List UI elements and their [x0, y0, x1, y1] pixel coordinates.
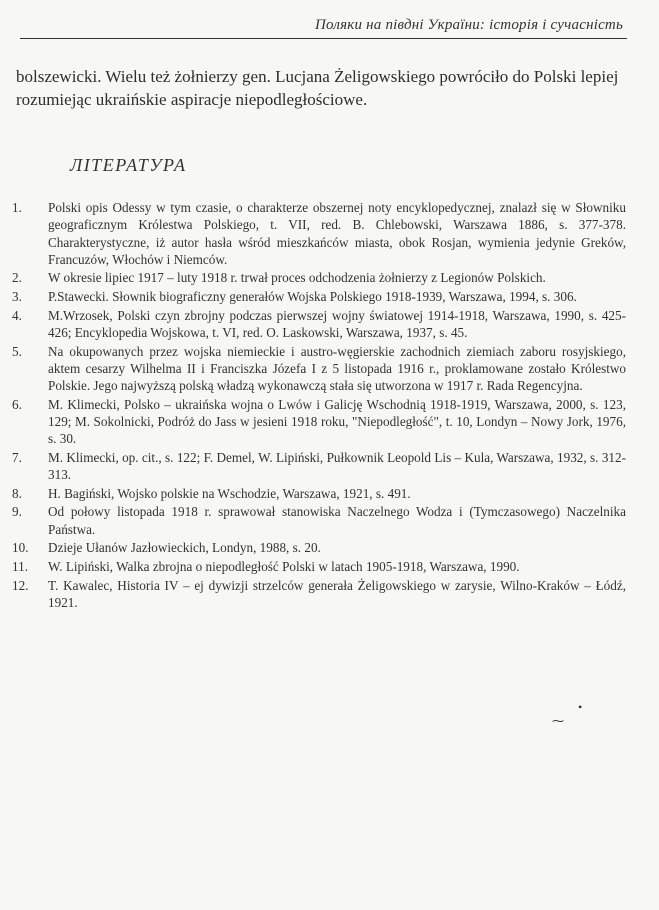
reference-item [12, 503, 626, 538]
reference-text: W. Lipiński, Walka zbrojna o niepodległość Polski w latach 1905-1918, Warszawa, 1990. [48, 558, 520, 574]
reference-text: M. Klimecki, op. cit., s. 122; F. Demel, W. Lipiński, Pułkownik Leopold Lis – Kula, Warszawa, 1932, s. 312-313. [48, 449, 626, 483]
reference-text: M. Klimecki, Polsko – ukraińska wojna o Lwów i Galicję Wschodnią 1918-1919, Warszawa, 2000, s. 123, 129; M. Sokolnicki, Podróż do Jass w jesieni 1918 roku, "Niepodległość", t. 10, Londyn – Nowy Jork, 1976, s. 30. [48, 396, 626, 447]
reference-number: 5. [12, 343, 22, 359]
reference-number: 9. [12, 504, 22, 520]
reference-number: 11. [12, 558, 28, 574]
reference-number: 7. [12, 449, 22, 465]
reference-text: Od połowy listopada 1918 r. sprawował stanowiska Naczelnego Wodza i (Tymczasowego) Naczelnika Państwa. [48, 504, 626, 537]
reference-item [12, 343, 626, 395]
reference-text: T. Kawalec, Historia IV – ej dywizji strzelców generała Żeligowskiego w zarysie, Wilno-Kraków – Łódź, 1921. [48, 577, 626, 610]
reference-item [12, 449, 626, 484]
reference-number: 2. [12, 270, 22, 286]
references-list [12, 199, 626, 612]
scan-speck-mark: • [578, 700, 583, 714]
running-header-title: Поляки на півдні України: історія і сучасність [315, 17, 623, 33]
scan-scribble-mark: ⁓ [552, 714, 564, 728]
reference-number: 8. [12, 485, 22, 501]
reference-number: 12. [12, 577, 29, 593]
reference-item [12, 485, 626, 502]
reference-item [12, 199, 626, 268]
reference-item [12, 269, 626, 286]
reference-number: 6. [12, 396, 22, 412]
reference-text: H. Bagiński, Wojsko polskie na Wschodzie, Warszawa, 1921, s. 491. [48, 485, 411, 501]
reference-item [12, 539, 626, 556]
intro-paragraph: bolszewicki. Wielu też żołnierzy gen. Lucjana Żeligowskiego powróciło do Polski lepiej rozumiejąc ukraińskie aspiracje niepodległościowe. [16, 67, 619, 109]
reference-number: 1. [12, 200, 22, 215]
running-header [20, 12, 627, 39]
reference-text: P.Stawecki. Słownik biograficzny generałów Wojska Polskiego 1918-1939, Warszawa, 1994, s. 306. [48, 289, 577, 305]
reference-item [12, 577, 626, 612]
reference-number: 3. [12, 289, 22, 305]
reference-text: Polski opis Odessy w tym czasie, o charakterze obszernej noty encyklopedycznej, znalazł się w Słowniku geograficznym Królestwa Polskiego, t. VII, red. B. Chlebowski, Warszawa 1886, s. 377-378. Charakterystyczne, iż autor hasła wśród mieszkańców miasta, obok Rosjan, wymienia jedynie Greków, Francuzów, Włochów i Niemców. [48, 200, 626, 267]
reference-text: M.Wrzosek, Polski czyn zbrojny podczas pierwszej wojny światowej 1914-1918, Warszawa, 1990, s. 425-426; Encyklopedia Wojskowa, t. VI, red. O. Laskowski, Warszawa, 1937, s. 45. [48, 307, 626, 340]
reference-item [12, 558, 626, 575]
section-title: ЛІТЕРАТУРА [70, 155, 187, 175]
reference-item [12, 307, 626, 342]
reference-number: 10. [12, 540, 29, 556]
reference-item [12, 288, 626, 305]
reference-text: W okresie lipiec 1917 – luty 1918 r. trwał proces odchodzenia żołnierzy z Legionów Polskich. [48, 270, 546, 286]
reference-item [12, 396, 626, 448]
reference-text: Dzieje Ułanów Jazłowieckich, Londyn, 1988, s. 20. [48, 540, 321, 556]
reference-number: 4. [12, 307, 22, 323]
reference-text: Na okupowanych przez wojska niemieckie i austro-węgierskie zachodnich ziemiach zaboru rosyjskiego, aktem cesarzy Wilhelma II i Franciszka Józefa I z 5 listopada 1916 r., proklamowane zostało Królestwo Polskie. Jego najwyższą polską władzą wykonawczą stała się utworzona w 1917 r. Rada Regencyjna. [48, 343, 626, 394]
